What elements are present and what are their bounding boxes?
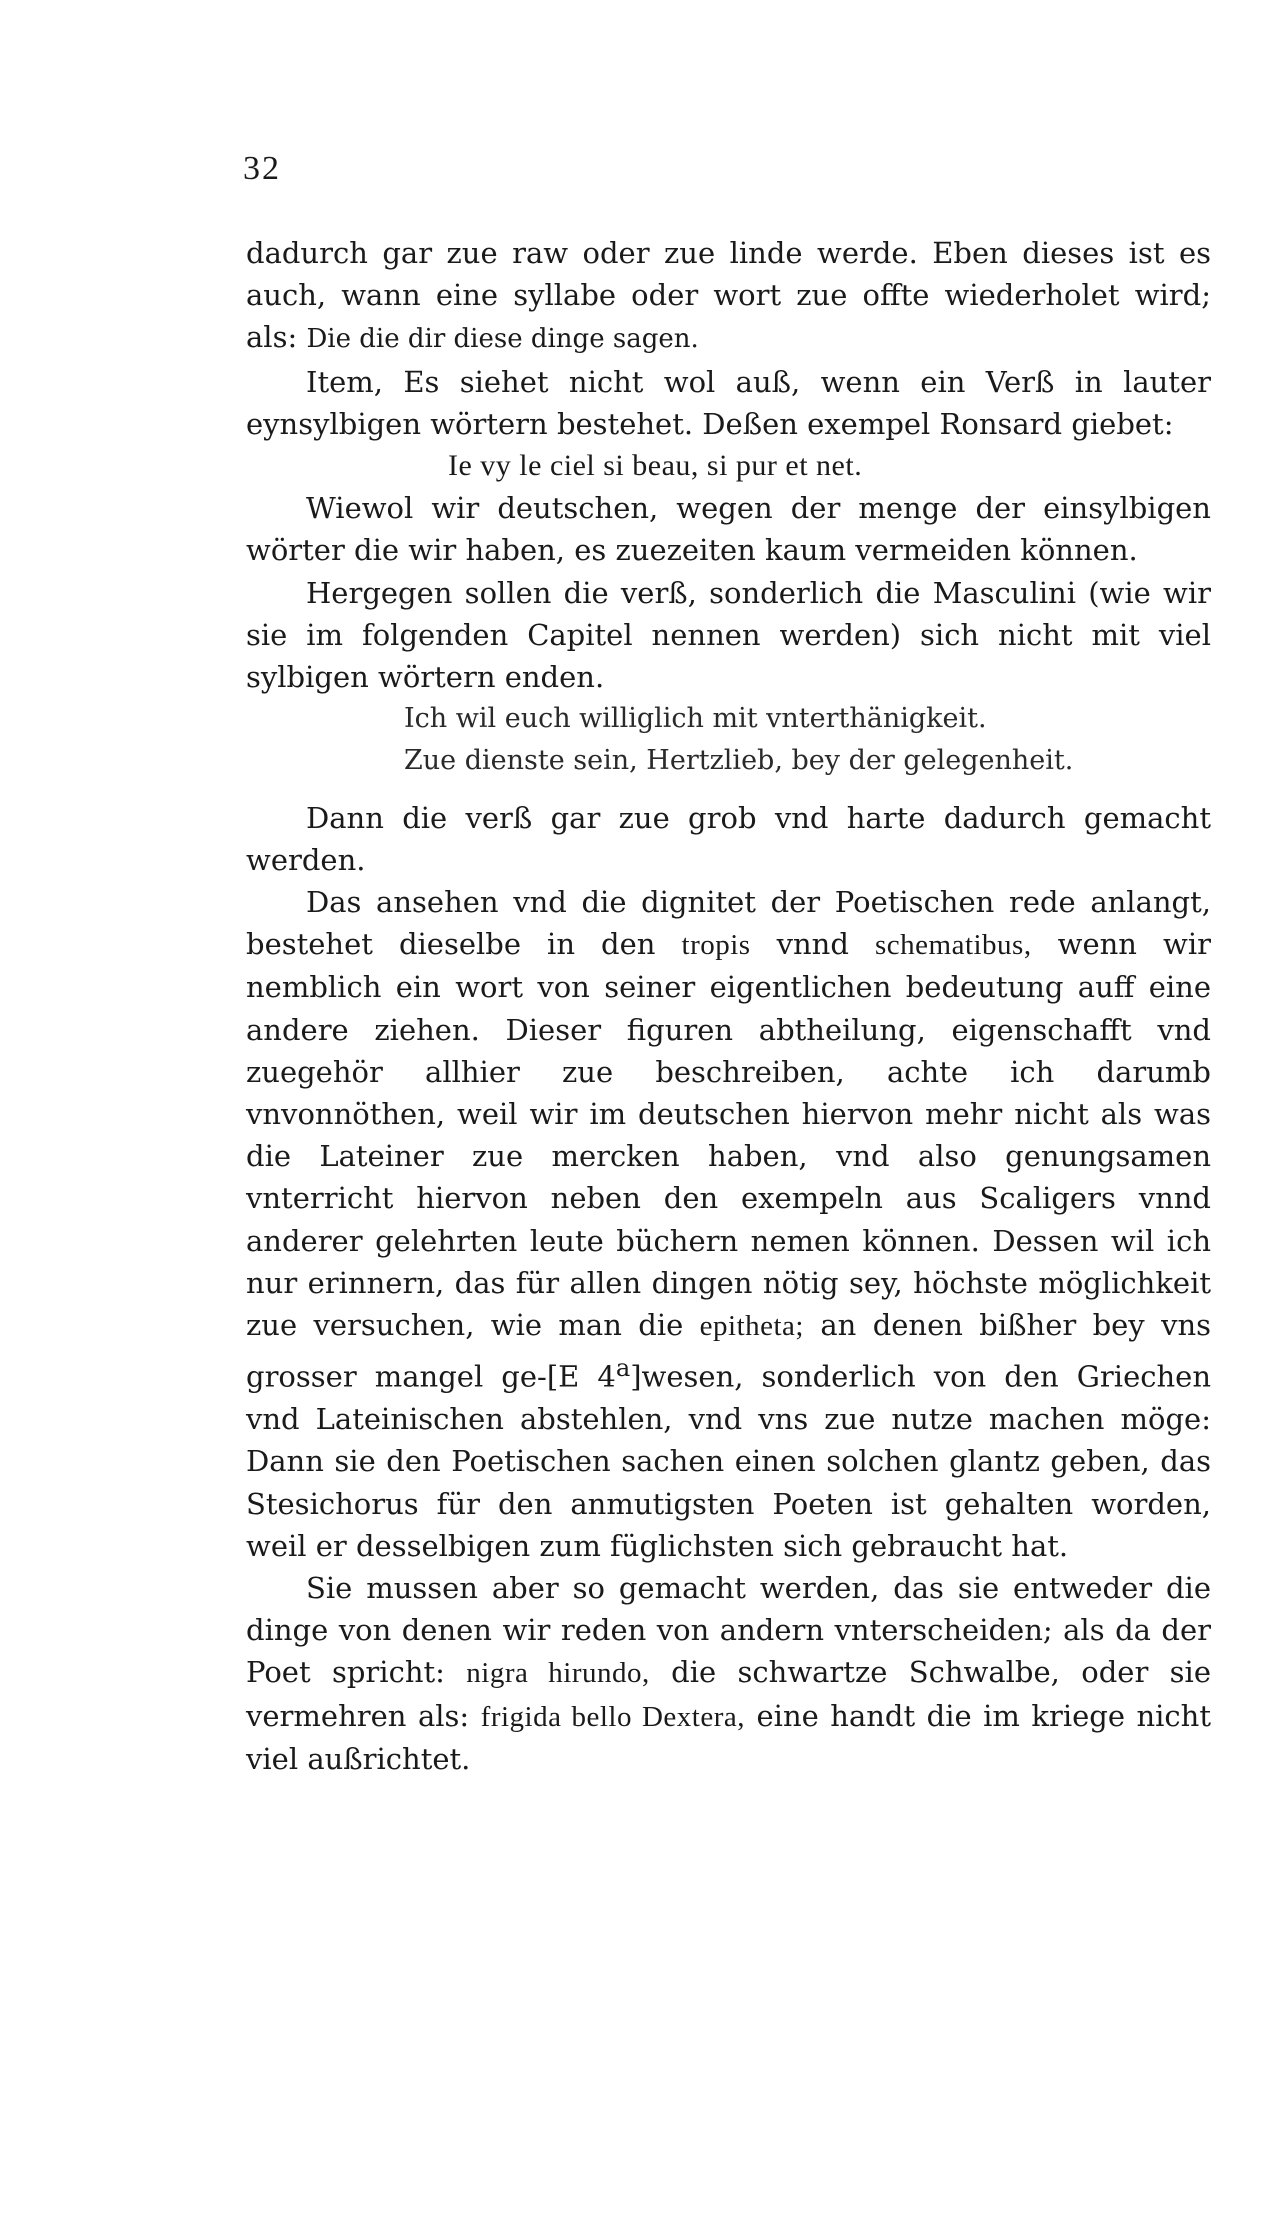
- paragraph-3: Wiewol wir deutschen, wegen der menge der einsylbigen wörter die wir haben, es zuezeiten kaum vermeiden können.: [246, 491, 1211, 568]
- paragraph-4: Hergegen sollen die verß, sonderlich die Masculini (wie wir sie im folgenden Capitel nennen werden) sich nicht mit viel sylbigen wörtern enden.: [246, 575, 1211, 695]
- paragraph-2: Item, Es siehet nicht wol auß, wenn ein Verß in lauter eynsylbigen wörtern bestehet. Deßen exempel Ronsard giebet:: [246, 364, 1211, 441]
- paragraph-6-part-c: wenn wir nemblich ein wort von seiner eigentlichen bedeutung auff eine andere ziehen. Dieser figuren abtheilung, eigenschafft vnd zuegehör allhier zue beschreiben, achte ich darumb vnvonnöthen, weil wir im deutschen hiervon mehr nicht als was die Lateiner zue mercken haben, vnd also genungsamen vnterricht hiervon neben den exempeln aus Scaligers vnnd anderer gelehrten leute büchern nemen können. Dessen wil ich nur erinnern, das für allen dingen nötig sey, höchste möglichkeit zue versuchen, wie man die: [246, 927, 1211, 1343]
- paragraph-1-text: dadurch gar zue raw oder zue linde werde. Eben dieses ist es auch, wann eine syllabe oder wort zue offte wiederholet wird; als:: [246, 236, 1211, 355]
- paragraph-1: [246, 232, 1211, 361]
- verse-spacer: [246, 783, 1211, 797]
- paragraph-7: [246, 1567, 1211, 1780]
- verse-german-1: Ich wil euch williglich mit vnterthänigkeit.: [404, 703, 987, 735]
- paragraph-7-part-a: Sie mussen aber so gemacht werden, das sie entweder die dinge von denen wir reden von andern vnterscheiden; als da der Poet spricht:: [246, 1570, 1211, 1690]
- paragraph-6: [246, 881, 1211, 1567]
- page-number: 32: [243, 150, 281, 187]
- verse-latin: Ie vy le ciel si beau, si pur et net.: [448, 449, 863, 483]
- paragraph-7-part-b: die schwartze Schwalbe, oder sie vermehren als:: [246, 1655, 1211, 1733]
- paragraph-6-part-d: an denen bißher bey vns grosser mangel ge-[E 4: [246, 1308, 1212, 1394]
- paragraph-6-superscript: a: [615, 1354, 631, 1383]
- paragraph-7-part-c: eine handt die im kriege nicht viel außrichtet.: [246, 1698, 1212, 1776]
- paragraph-6-part-a: Das ansehen vnd die dignitet der Poetischen rede anlangt, bestehet dieselbe in den: [246, 885, 1211, 962]
- paragraph-1-quote: Die die dir diese dinge sagen.: [306, 324, 699, 355]
- paragraph-6-part-e: ]wesen, sonderlich von den Griechen vnd Lateinischen abstehlen, vnd vns zue nutze machen möge: Dann sie den Poetischen sachen einen solchen glantz geben, das Stesichorus für den anmutigsten Poeten ist gehalten worden, weil er desselbigen zum füglichsten sich gebraucht hat.: [246, 1359, 1211, 1563]
- paragraph-6-latin-schematibus: schematibus,: [874, 929, 1032, 962]
- paragraph-7-latin-nigra-hirundo: nigra hirundo,: [466, 1657, 650, 1690]
- page-body: [246, 232, 1211, 1780]
- verse-german-2: Zue dienste sein, Hertzlieb, bey der gelegenheit.: [404, 745, 1074, 777]
- paragraph-6-latin-epitheta: epitheta;: [699, 1310, 804, 1343]
- paragraph-6-part-b: vnnd: [776, 927, 849, 962]
- paragraph-7-latin-frigida: frigida bello Dextera,: [480, 1700, 746, 1733]
- paragraph-5: Dann die verß gar zue grob vnd harte dadurch gemacht werden.: [246, 800, 1211, 877]
- paragraph-6-latin-tropis: tropis: [681, 929, 751, 962]
